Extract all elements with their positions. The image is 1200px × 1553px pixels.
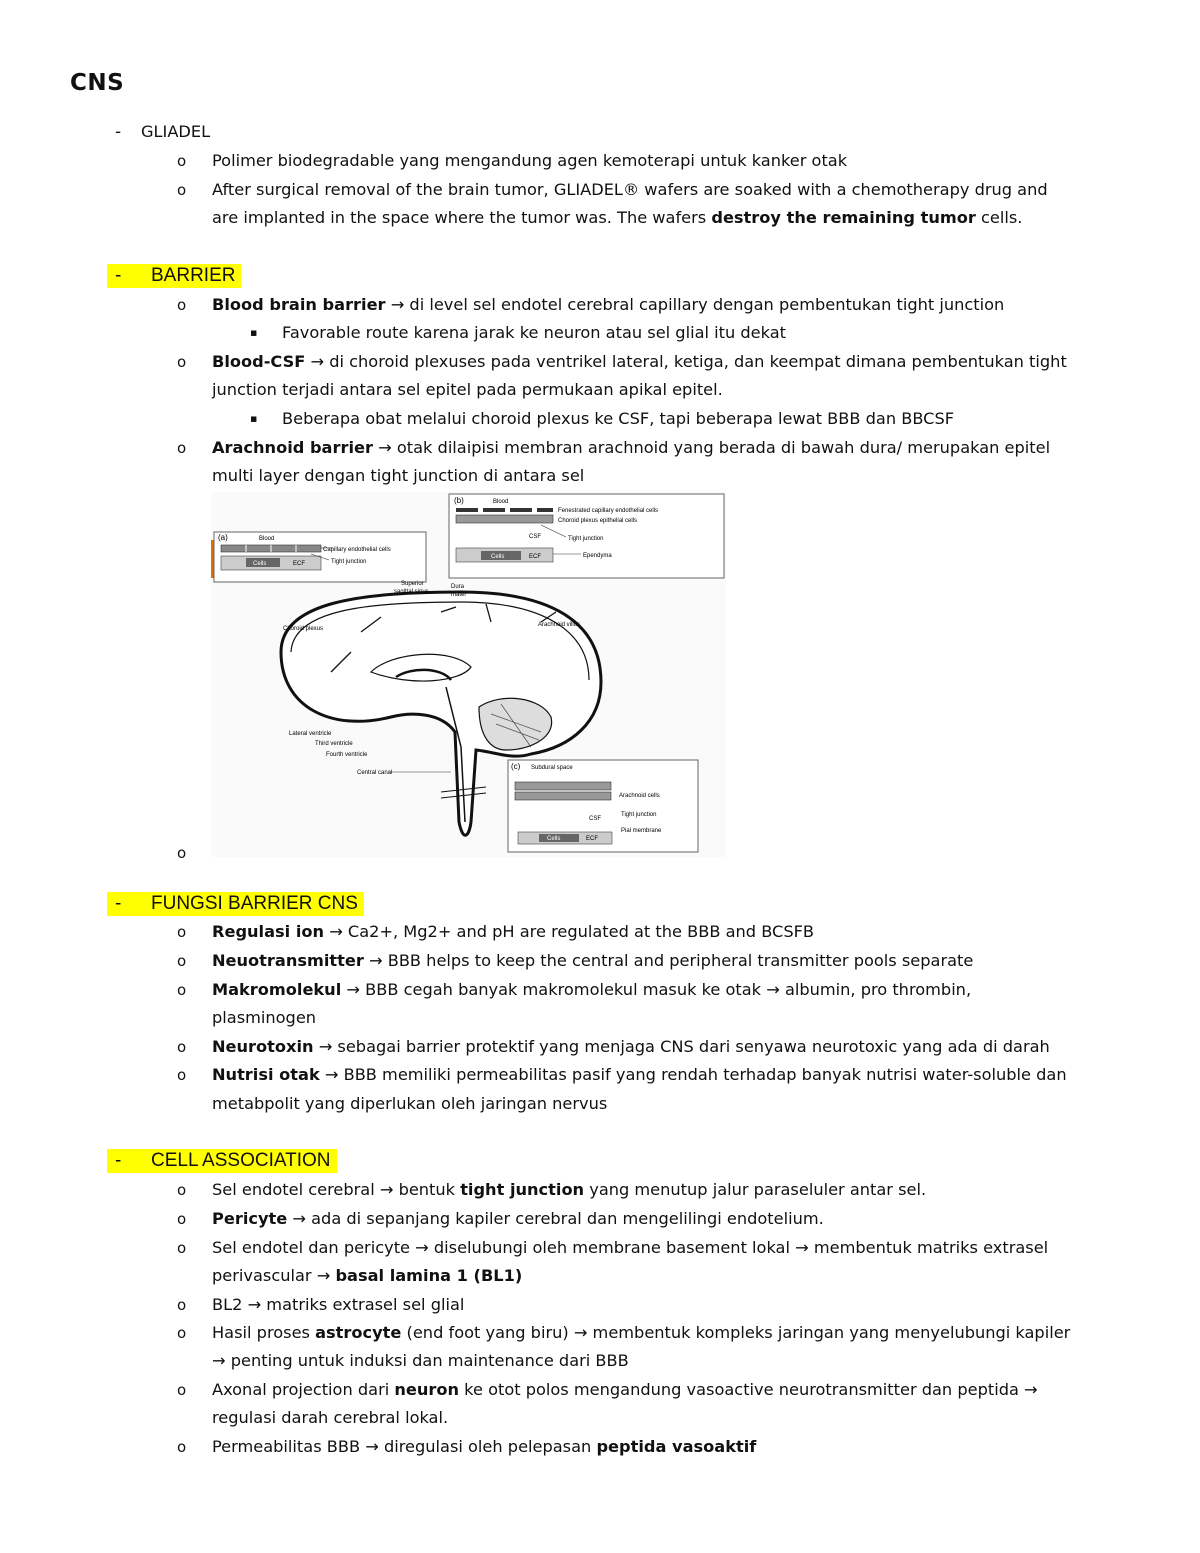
- svg-text:Tight junction: Tight junction: [331, 559, 367, 565]
- svg-text:Tight junction: Tight junction: [568, 536, 604, 542]
- bbb-item: Blood brain barrier → di level sel endotel cerebral capillary dengan pembentukan tight junction: [212, 295, 1005, 314]
- svg-text:(c): (c): [511, 762, 521, 771]
- gliadel-item-2-line-1: After surgical removal of the brain tumor, GLIADEL® wafers are soaked with a chemotherapy drug and: [212, 180, 1048, 199]
- svg-text:Dura: Dura: [451, 584, 465, 590]
- svg-text:Cells: Cells: [253, 561, 267, 567]
- list-bullet: o: [177, 981, 187, 999]
- list-square: ▪: [250, 412, 258, 425]
- svg-text:Fourth ventricle: Fourth ventricle: [326, 752, 368, 758]
- svg-text:Arachnoid villus: Arachnoid villus: [538, 622, 581, 628]
- list-bullet: o: [177, 952, 187, 970]
- svg-text:Pial membrane: Pial membrane: [621, 828, 662, 834]
- list-square: ▪: [250, 326, 258, 339]
- svg-text:Choroid plexus epithelial cell: Choroid plexus epithelial cells: [558, 518, 638, 524]
- cell-item-7: Permeabilitas BBB → diregulasi oleh pelepasan peptida vasoaktif: [212, 1437, 757, 1456]
- svg-text:Capillary endothelial cells: Capillary endothelial cells: [323, 547, 391, 553]
- svg-text:Arachnoid cells: Arachnoid cells: [619, 793, 660, 799]
- fungsi-makromolekul-line-1: Makromolekul → BBB cegah banyak makromolekul masuk ke otak → albumin, pro thrombin,: [212, 980, 972, 999]
- cell-association-heading: - CELL ASSOCIATION: [107, 1149, 337, 1173]
- cell-item-2: Pericyte → ada di sepanjang kapiler cerebral dan mengelilingi endotelium.: [212, 1209, 824, 1228]
- svg-text:CSF: CSF: [589, 816, 601, 822]
- list-bullet: o: [177, 181, 187, 199]
- list-bullet: o: [177, 1181, 187, 1199]
- svg-text:Tight junction: Tight junction: [621, 812, 657, 818]
- svg-text:Cells: Cells: [491, 554, 505, 560]
- list-bullet: o: [177, 296, 187, 314]
- svg-text:ECF: ECF: [529, 554, 541, 560]
- cell-item-1: Sel endotel cerebral → bentuk tight junction yang menutup jalur paraseluler antar sel.: [212, 1180, 927, 1199]
- svg-text:Fenestrated capillary endothel: Fenestrated capillary endothelial cells: [558, 508, 659, 514]
- fungsi-nutrisi-line-1: Nutrisi otak → BBB memiliki permeabilitas pasif yang rendah terhadap banyak nutrisi water-soluble dan: [212, 1065, 1067, 1084]
- svg-text:Blood: Blood: [259, 536, 275, 542]
- list-bullet: o: [177, 1239, 187, 1257]
- page-title: CNS: [70, 70, 125, 96]
- gliadel-item-1: Polimer biodegradable yang mengandung agen kemoterapi untuk kanker otak: [212, 151, 848, 170]
- list-bullet: o: [177, 439, 187, 457]
- svg-text:Ependyma: Ependyma: [583, 553, 612, 559]
- csf-item-line-2: junction terjadi antara sel epitel pada permukaan apikal epitel.: [212, 380, 723, 399]
- list-bullet: o: [177, 1038, 187, 1056]
- list-bullet: o: [177, 1438, 187, 1456]
- list-bullet: o: [177, 1066, 187, 1084]
- svg-text:(a): (a): [218, 533, 228, 542]
- svg-text:sagittal sinus: sagittal sinus: [394, 589, 429, 595]
- cell-item-3-line-2: perivascular → basal lamina 1 (BL1): [212, 1266, 523, 1285]
- list-bullet: o: [177, 844, 187, 862]
- cell-item-5-line-2: → penting untuk induksi dan maintenance dari BBB: [212, 1351, 629, 1370]
- cell-item-6-line-2: regulasi darah cerebral lokal.: [212, 1408, 449, 1427]
- brain-barrier-figure: [211, 492, 726, 857]
- list-bullet: o: [177, 353, 187, 371]
- svg-text:Cells: Cells: [547, 836, 561, 842]
- fungsi-nutrisi-line-2: metabpolit yang diperlukan oleh jaringan nervus: [212, 1094, 608, 1113]
- svg-text:Subdural space: Subdural space: [531, 765, 573, 771]
- list-dash: -: [115, 122, 122, 142]
- cell-item-3-line-1: Sel endotel dan pericyte → diselubungi oleh membrane basement lokal → membentuk matriks extrasel: [212, 1238, 1049, 1257]
- svg-text:(b): (b): [454, 496, 464, 505]
- bbb-subitem: Favorable route karena jarak ke neuron atau sel glial itu dekat: [282, 323, 786, 342]
- svg-text:ECF: ECF: [586, 836, 598, 842]
- svg-text:Third ventricle: Third ventricle: [315, 741, 353, 747]
- gliadel-item-2-line-2: are implanted in the space where the tumor was. The wafers destroy the remaining tumor cells.: [212, 208, 1023, 227]
- list-bullet: o: [177, 1324, 187, 1342]
- list-bullet: o: [177, 1296, 187, 1314]
- svg-text:mater: mater: [451, 592, 467, 598]
- fungsi-neurotransmitter: Neuotransmitter → BBB helps to keep the central and peripheral transmitter pools separate: [212, 951, 974, 970]
- barrier-heading: - BARRIER: [107, 264, 241, 288]
- list-bullet: o: [177, 152, 187, 170]
- arachnoid-item-line-1: Arachnoid barrier → otak dilaipisi membran arachnoid yang berada di bawah dura/ merupakan epitel: [212, 438, 1051, 457]
- csf-subitem: Beberapa obat melalui choroid plexus ke CSF, tapi beberapa lewat BBB dan BBCSF: [282, 409, 955, 428]
- arachnoid-item-line-2: multi layer dengan tight junction di antara sel: [212, 466, 585, 485]
- fungsi-neurotoxin: Neurotoxin → sebagai barrier protektif yang menjaga CNS dari senyawa neurotoxic yang ada di darah: [212, 1037, 1050, 1056]
- fungsi-heading: - FUNGSI BARRIER CNS: [107, 892, 364, 916]
- cell-item-6-line-1: Axonal projection dari neuron ke otot polos mengandung vasoactive neurotransmitter dan peptida →: [212, 1380, 1038, 1399]
- svg-text:ECF: ECF: [293, 561, 305, 567]
- list-bullet: o: [177, 1381, 187, 1399]
- svg-text:Central canal: Central canal: [357, 770, 393, 776]
- svg-text:CSF: CSF: [529, 534, 541, 540]
- csf-item-line-1: Blood-CSF → di choroid plexuses pada ventrikel lateral, ketiga, dan keempat dimana pembentukan tight: [212, 352, 1067, 371]
- cell-item-5-line-1: Hasil proses astrocyte (end foot yang biru) → membentuk kompleks jaringan yang menyelubungi kapiler: [212, 1323, 1071, 1342]
- fungsi-makromolekul-line-2: plasminogen: [212, 1008, 317, 1027]
- svg-text:Blood: Blood: [493, 499, 509, 505]
- svg-text:Superior: Superior: [401, 581, 424, 587]
- cell-item-4: BL2 → matriks extrasel sel glial: [212, 1295, 465, 1314]
- gliadel-heading: GLIADEL: [141, 122, 211, 141]
- fungsi-ion: Regulasi ion → Ca2+, Mg2+ and pH are regulated at the BBB and BCSFB: [212, 922, 815, 941]
- svg-text:Lateral ventricle: Lateral ventricle: [289, 731, 332, 737]
- list-bullet: o: [177, 1210, 187, 1228]
- list-bullet: o: [177, 923, 187, 941]
- svg-text:Choroid plexus: Choroid plexus: [283, 626, 324, 632]
